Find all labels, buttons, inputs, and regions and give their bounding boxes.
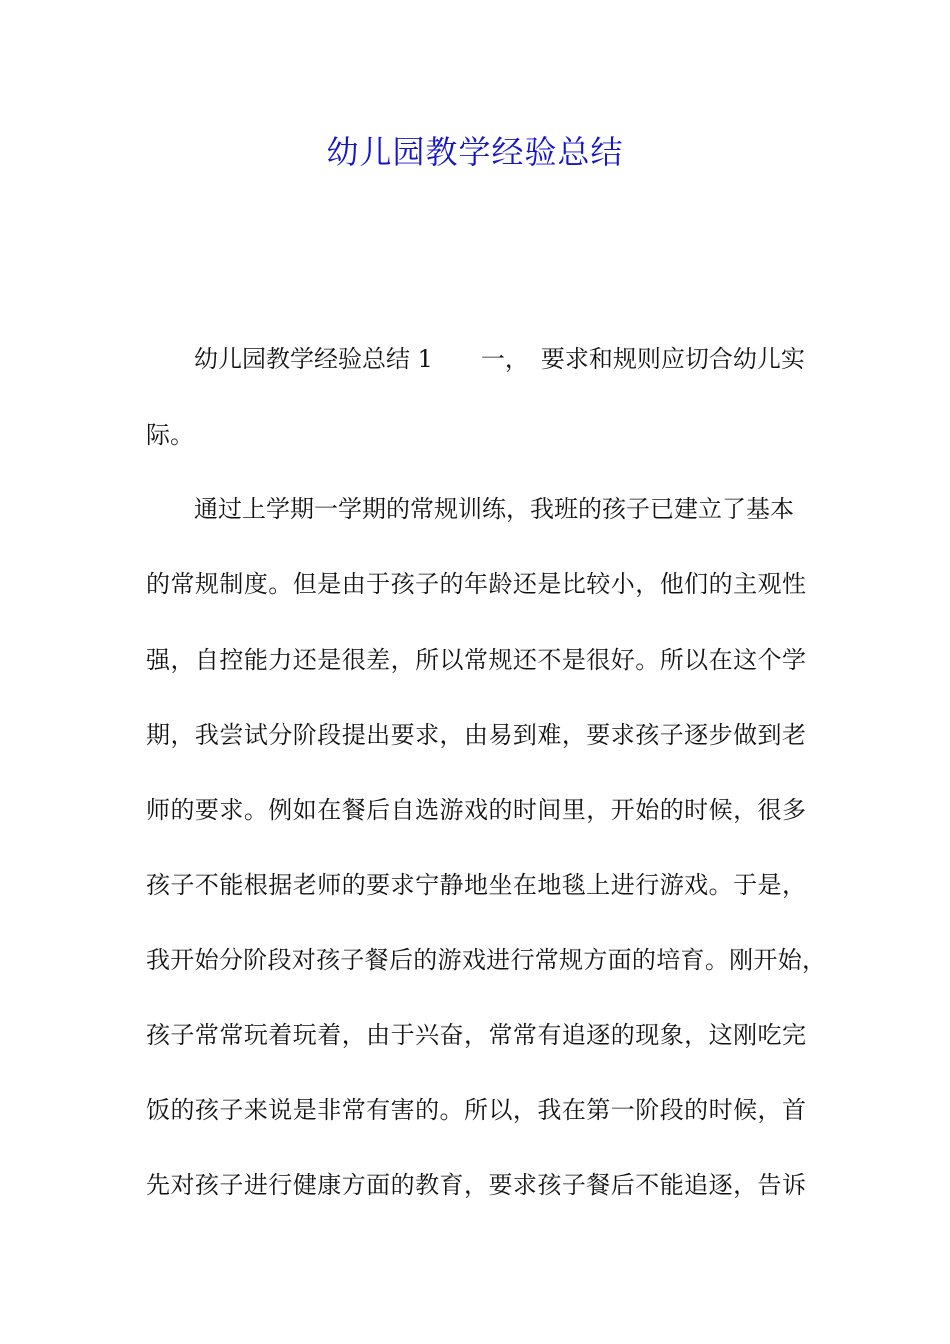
paragraph-line: 我开始分阶段对孩子餐后的游戏进行常规方面的培育。刚开始， [146, 946, 826, 974]
paragraph-line: 的常规制度。但是由于孩子的年龄还是比较小，他们的主观性 [146, 570, 806, 598]
paragraph-line: 强，自控能力还是很差，所以常规还不是很好。所以在这个学 [146, 646, 806, 674]
paragraph-line: 师的要求。例如在餐后自选游戏的时间里，开始的时候，很多 [146, 796, 806, 824]
paragraph-line: 期，我尝试分阶段提出要求，由易到难，要求孩子逐步做到老 [146, 721, 806, 749]
paragraph-line: 孩子不能根据老师的要求宁静地坐在地毯上进行游戏。于是， [146, 871, 806, 899]
paragraph-line: 先对孩子进行健康方面的教育，要求孩子餐后不能追逐，告诉 [146, 1171, 806, 1199]
paragraph-line: 孩子常常玩着玩着，由于兴奋，常常有追逐的现象，这刚吃完 [146, 1021, 806, 1049]
paragraph-line: 幼儿园教学经验总结 1 一， 要求和规则应切合幼儿实 [194, 345, 805, 373]
document-title: 幼儿园教学经验总结 [326, 133, 624, 171]
paragraph-line: 际。 [146, 421, 194, 449]
paragraph-line: 通过上学期一学期的常规训练，我班的孩子已建立了基本 [194, 495, 794, 523]
paragraph-line: 饭的孩子来说是非常有害的。所以，我在第一阶段的时候，首 [146, 1096, 806, 1124]
